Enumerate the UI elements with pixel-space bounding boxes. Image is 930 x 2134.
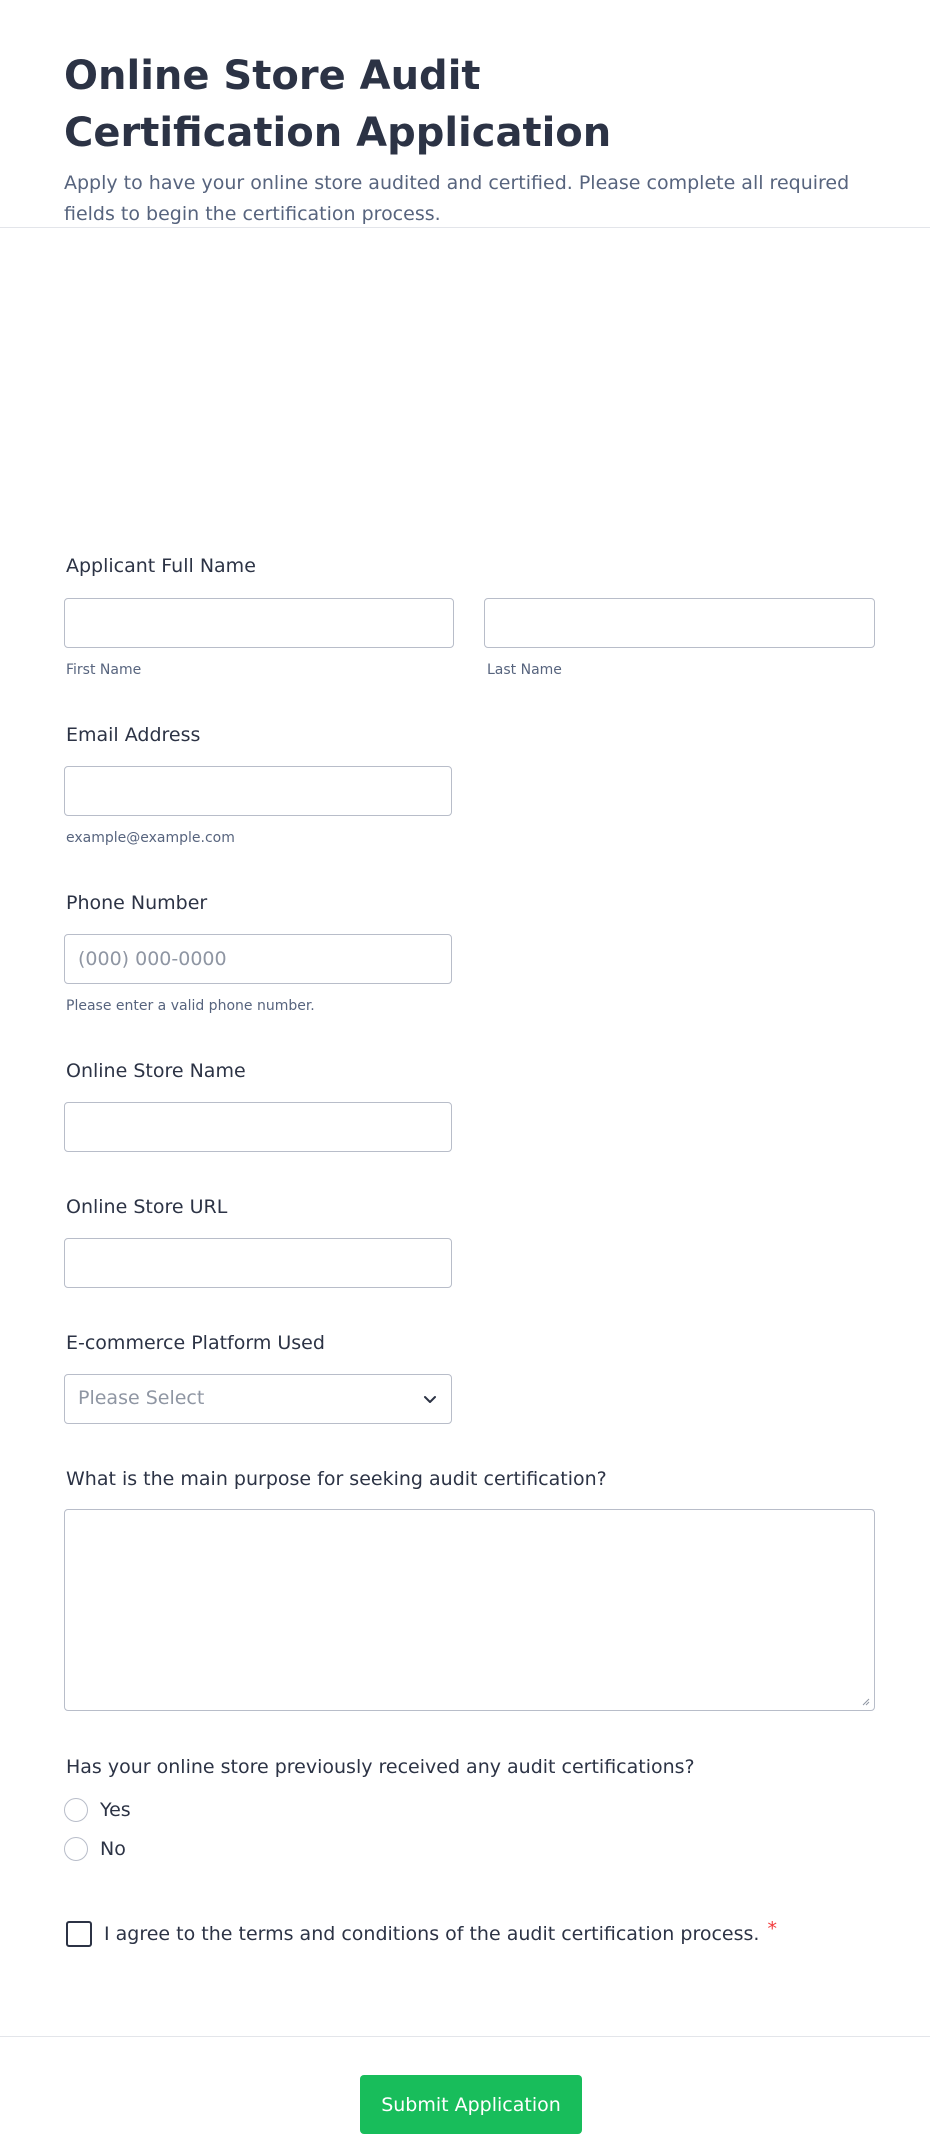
radio-no-label: No (100, 1838, 126, 1860)
email-sublabel: example@example.com (66, 830, 235, 846)
page-subtitle: Apply to have your online store audited and certified. Please complete all required fields to begin the certification process. (64, 172, 850, 225)
email-field[interactable] (64, 766, 452, 816)
form-header (0, 0, 930, 228)
first-name-sublabel: First Name (66, 662, 142, 678)
last-name-input[interactable] (484, 598, 875, 648)
required-marker: * (767, 1918, 777, 1940)
radio-option-yes[interactable] (64, 1797, 131, 1823)
email-label: Email Address (66, 724, 201, 746)
radio-option-no[interactable] (64, 1836, 126, 1862)
platform-label: E-commerce Platform Used (66, 1332, 325, 1354)
terms-row[interactable] (66, 1918, 777, 1947)
phone-input[interactable] (64, 934, 452, 984)
resize-grip-icon[interactable] (860, 1696, 870, 1706)
platform-selected-value: Please Select (78, 1387, 205, 1409)
page-title: Online Store Audit Certification Application (64, 53, 612, 156)
radio-no[interactable] (64, 1837, 88, 1861)
purpose-textarea[interactable] (64, 1509, 875, 1711)
platform-select[interactable] (64, 1374, 452, 1424)
radio-yes[interactable] (64, 1798, 88, 1822)
phone-sublabel: Please enter a valid phone number. (66, 998, 315, 1014)
store-url-label: Online Store URL (66, 1196, 228, 1218)
chevron-down-icon (423, 1392, 437, 1406)
store-url-input[interactable] (64, 1238, 452, 1288)
store-name-label: Online Store Name (66, 1060, 246, 1082)
phone-label: Phone Number (66, 892, 208, 914)
purpose-label: What is the main purpose for seeking audit certification? (66, 1468, 607, 1490)
terms-label: I agree to the terms and conditions of the audit certification process. (104, 1923, 760, 1945)
previous-cert-label: Has your online store previously received any audit certifications? (66, 1756, 695, 1778)
footer-divider (0, 2036, 930, 2037)
full-name-label: Applicant Full Name (66, 555, 256, 577)
last-name-sublabel: Last Name (487, 662, 562, 678)
terms-checkbox[interactable] (66, 1921, 92, 1947)
radio-yes-label: Yes (100, 1799, 131, 1821)
submit-application-button[interactable]: Submit Application (360, 2075, 582, 2134)
first-name-input[interactable] (64, 598, 454, 648)
store-name-input[interactable] (64, 1102, 452, 1152)
